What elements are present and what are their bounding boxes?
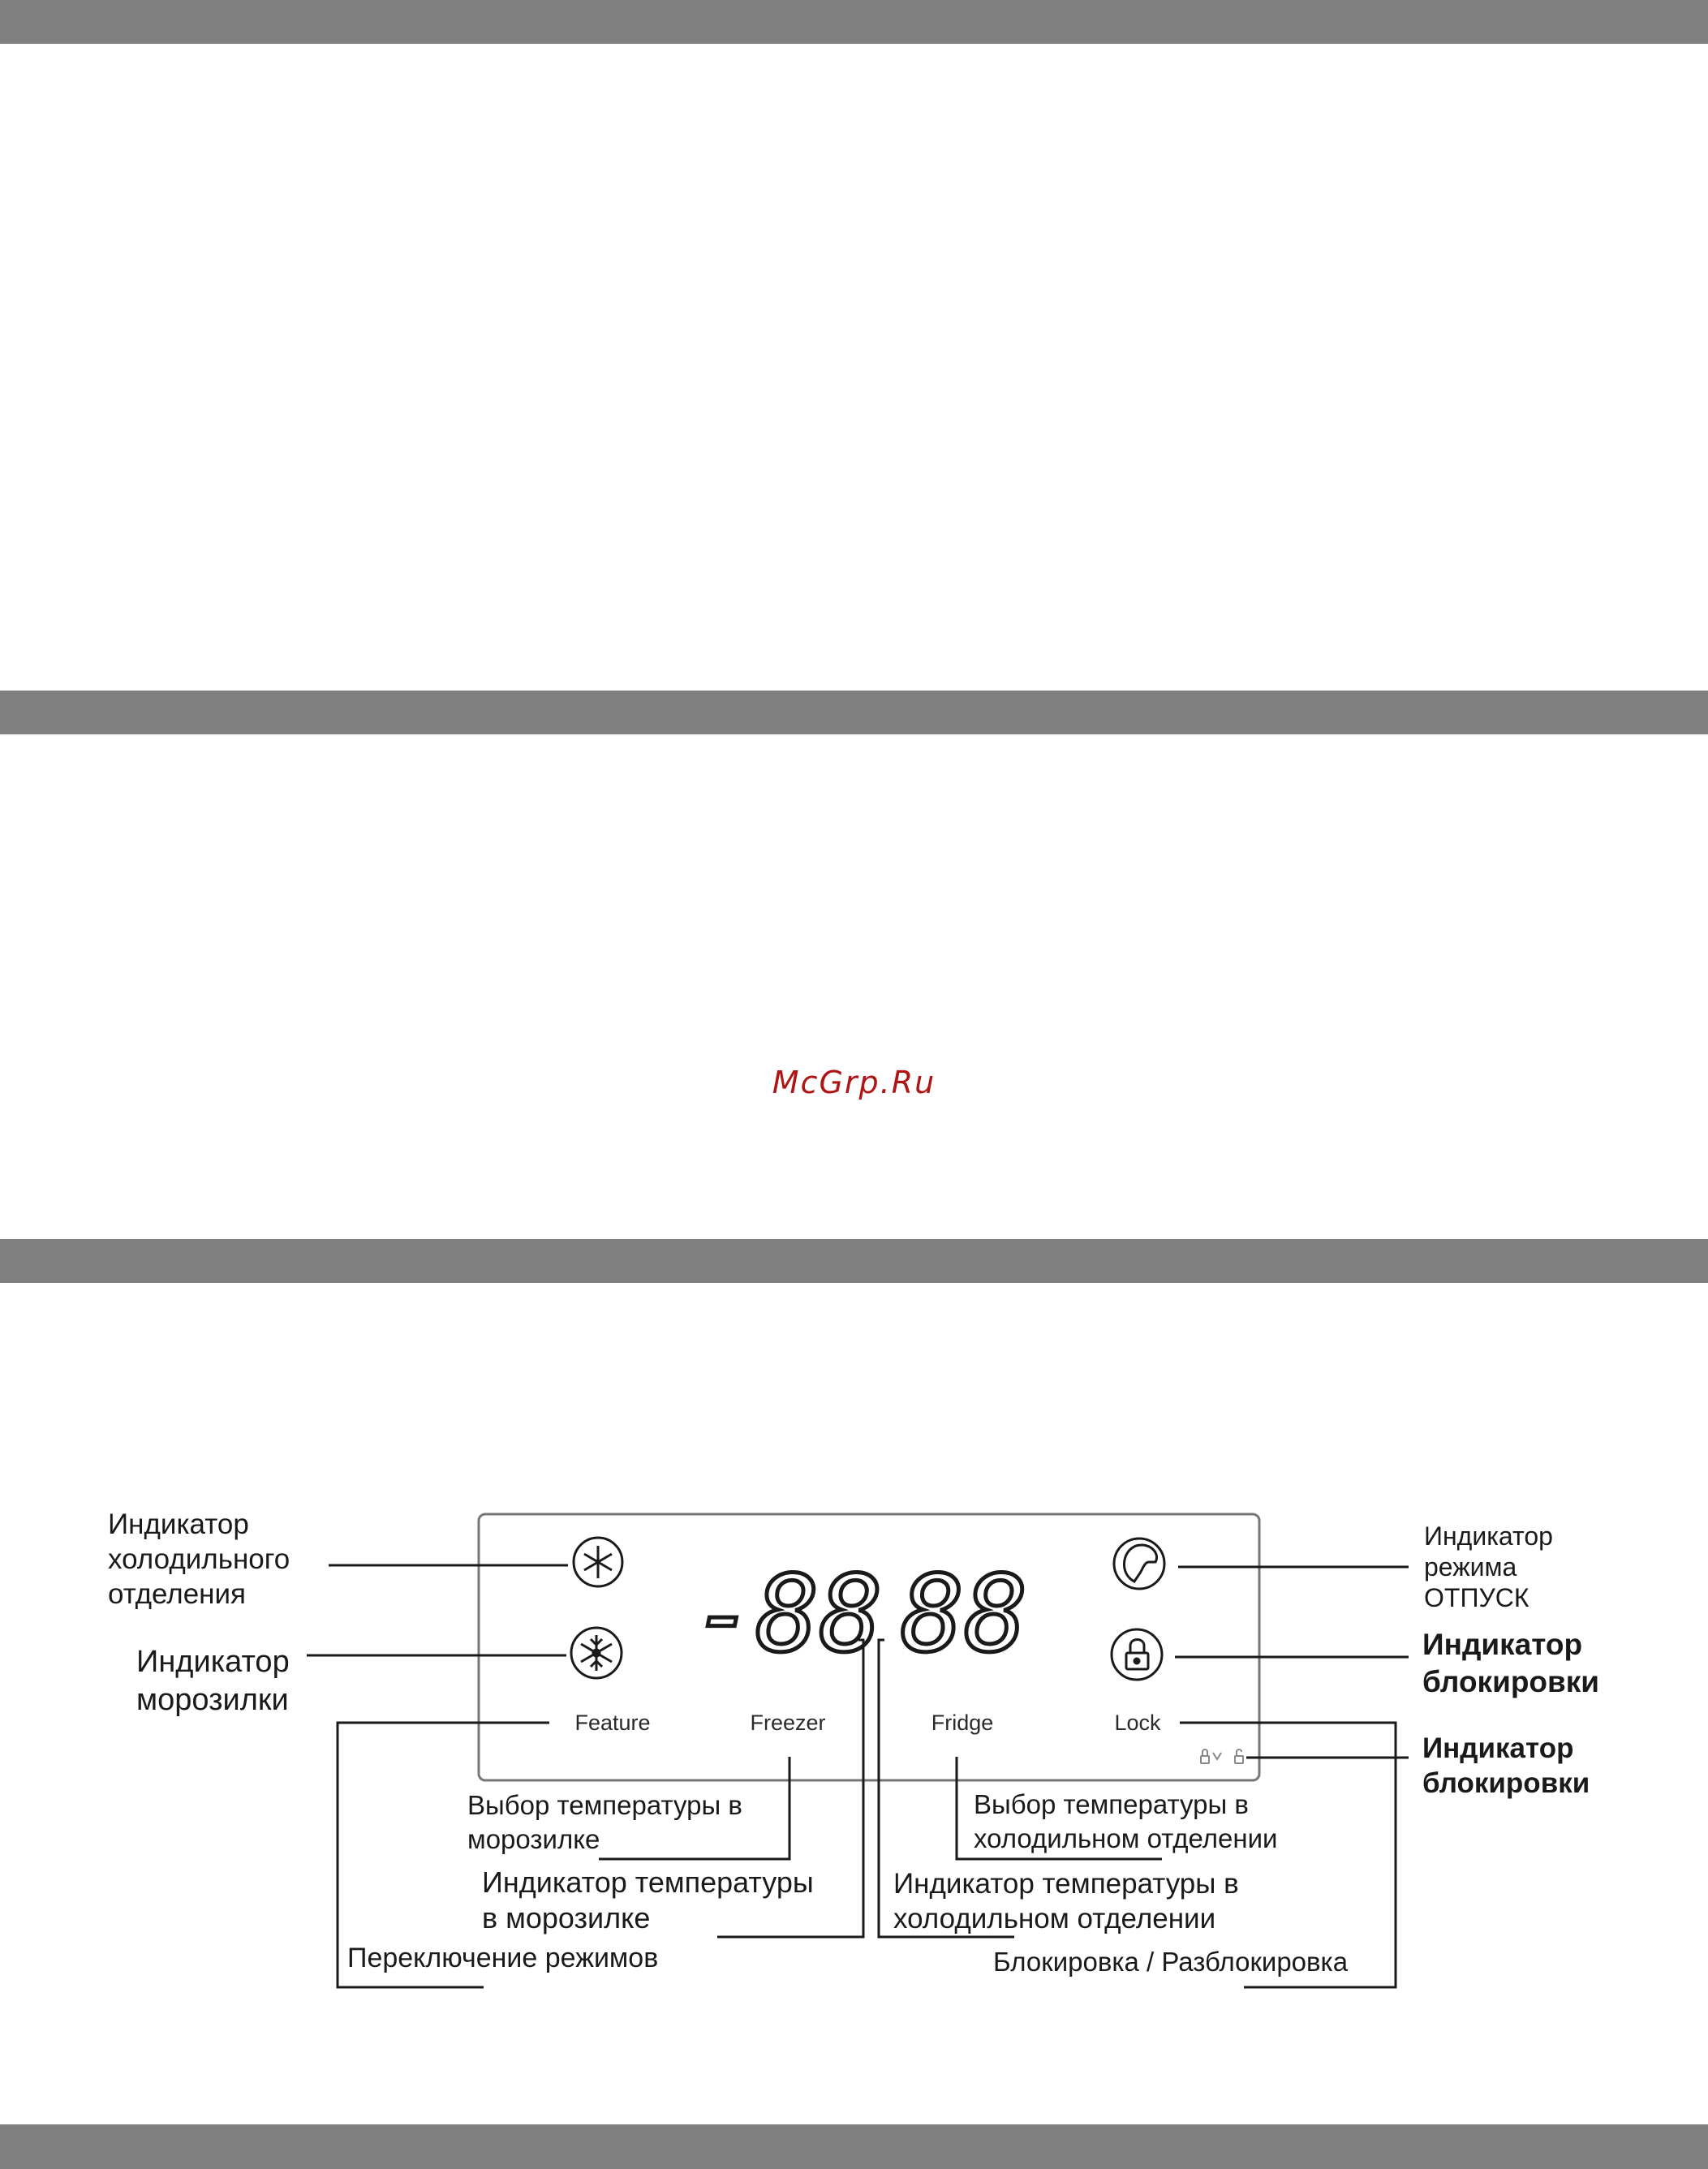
lock-icon — [1112, 1629, 1162, 1680]
freezer-temp-select-label: Выбор температуры в морозилке — [467, 1790, 742, 1854]
small-lock-unlock-icon — [1201, 1749, 1243, 1763]
mode-switch-label: Переключение режимов — [347, 1943, 659, 1973]
feature-button: Feature — [574, 1711, 651, 1735]
watermark: McGrp.Ru — [772, 1065, 936, 1100]
freezer-button: Freezer — [750, 1711, 826, 1735]
fridge-indicator-label: Индикатор холодильного отделения — [108, 1508, 290, 1610]
lock-indicator-label: Индикатор блокировки — [1422, 1628, 1600, 1698]
freezer-indicator-label: Индикатор морозилки — [136, 1645, 290, 1717]
vacation-mode-icon — [1114, 1539, 1164, 1589]
freezer-temp-display: -88 — [692, 1552, 883, 1676]
fridge-temp-select-label: Выбор температуры в холодильном отделении — [974, 1789, 1278, 1853]
fridge-asterisk-icon — [574, 1538, 622, 1586]
fridge-button: Fridge — [931, 1711, 994, 1735]
freezer-temp-indicator-label: Индикатор температуры в морозилке — [482, 1866, 814, 1934]
lock-indicator-label-2: Индикатор блокировки — [1422, 1732, 1590, 1799]
fridge-temp-indicator-label: Индикатор температуры в холодильном отделении — [893, 1868, 1239, 1934]
lock-unlock-label: Блокировка / Разблокировка — [993, 1947, 1349, 1977]
freezer-snowflake-icon — [571, 1628, 622, 1678]
lock-button: Lock — [1114, 1711, 1161, 1735]
fridge-temp-display: 88 — [901, 1552, 1028, 1676]
vacation-indicator-label: Индикатор режима ОТПУСК — [1424, 1521, 1553, 1612]
